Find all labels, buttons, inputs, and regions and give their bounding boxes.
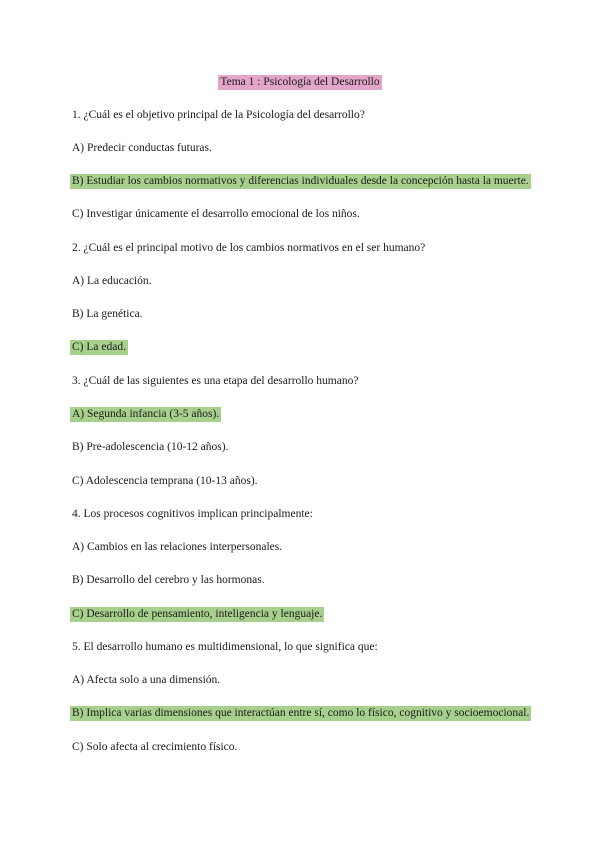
question-3-option-c: C) Adolescencia temprana (10-13 años).	[72, 475, 258, 487]
page-title: Tema 1 : Psicología del Desarrollo	[220, 76, 380, 88]
question-3-option-b: B) Pre-adolescencia (10-12 años).	[72, 441, 229, 453]
question-5-option-b-correct: B) Implica varias dimensiones que interactúan entre sí, como lo físico, cognitivo y socioemocional.	[72, 707, 530, 719]
question-4-option-b: B) Desarrollo del cerebro y las hormonas.	[72, 574, 265, 586]
question-4-option-a: A) Cambios en las relaciones interpersonales.	[72, 541, 283, 553]
question-1-option-b-correct: B) Estudiar los cambios normativos y diferencias individuales desde la concepción hasta la muerte.	[72, 175, 529, 187]
question-2-option-a: A) La educación.	[72, 275, 152, 287]
question-1-option-c: C) Investigar únicamente el desarrollo emocional de los niños.	[72, 208, 360, 220]
title-row	[0, 72, 600, 90]
question-1: 1. ¿Cuál es el objetivo principal de la Psicología del desarrollo?	[72, 109, 365, 121]
question-5-option-c: C) Solo afecta al crecimiento físico.	[72, 741, 238, 753]
question-4-option-c-correct: C) Desarrollo de pensamiento, inteligencia y lenguaje.	[72, 608, 323, 620]
question-2: 2. ¿Cuál es el principal motivo de los cambios normativos en el ser humano?	[72, 242, 426, 254]
question-2-option-b: B) La genética.	[72, 308, 143, 320]
question-1-option-a: A) Predecir conductas futuras.	[72, 142, 212, 154]
question-2-option-c-correct: C) La edad.	[72, 341, 126, 353]
question-3: 3. ¿Cuál de las siguientes es una etapa del desarrollo humano?	[72, 375, 359, 387]
question-5: 5. El desarrollo humano es multidimensional, lo que significa que:	[72, 641, 378, 653]
question-5-option-a: A) Afecta solo a una dimensión.	[72, 674, 221, 686]
question-3-option-a-correct: A) Segunda infancia (3-5 años).	[72, 408, 220, 420]
question-4: 4. Los procesos cognitivos implican principalmente:	[72, 508, 313, 520]
